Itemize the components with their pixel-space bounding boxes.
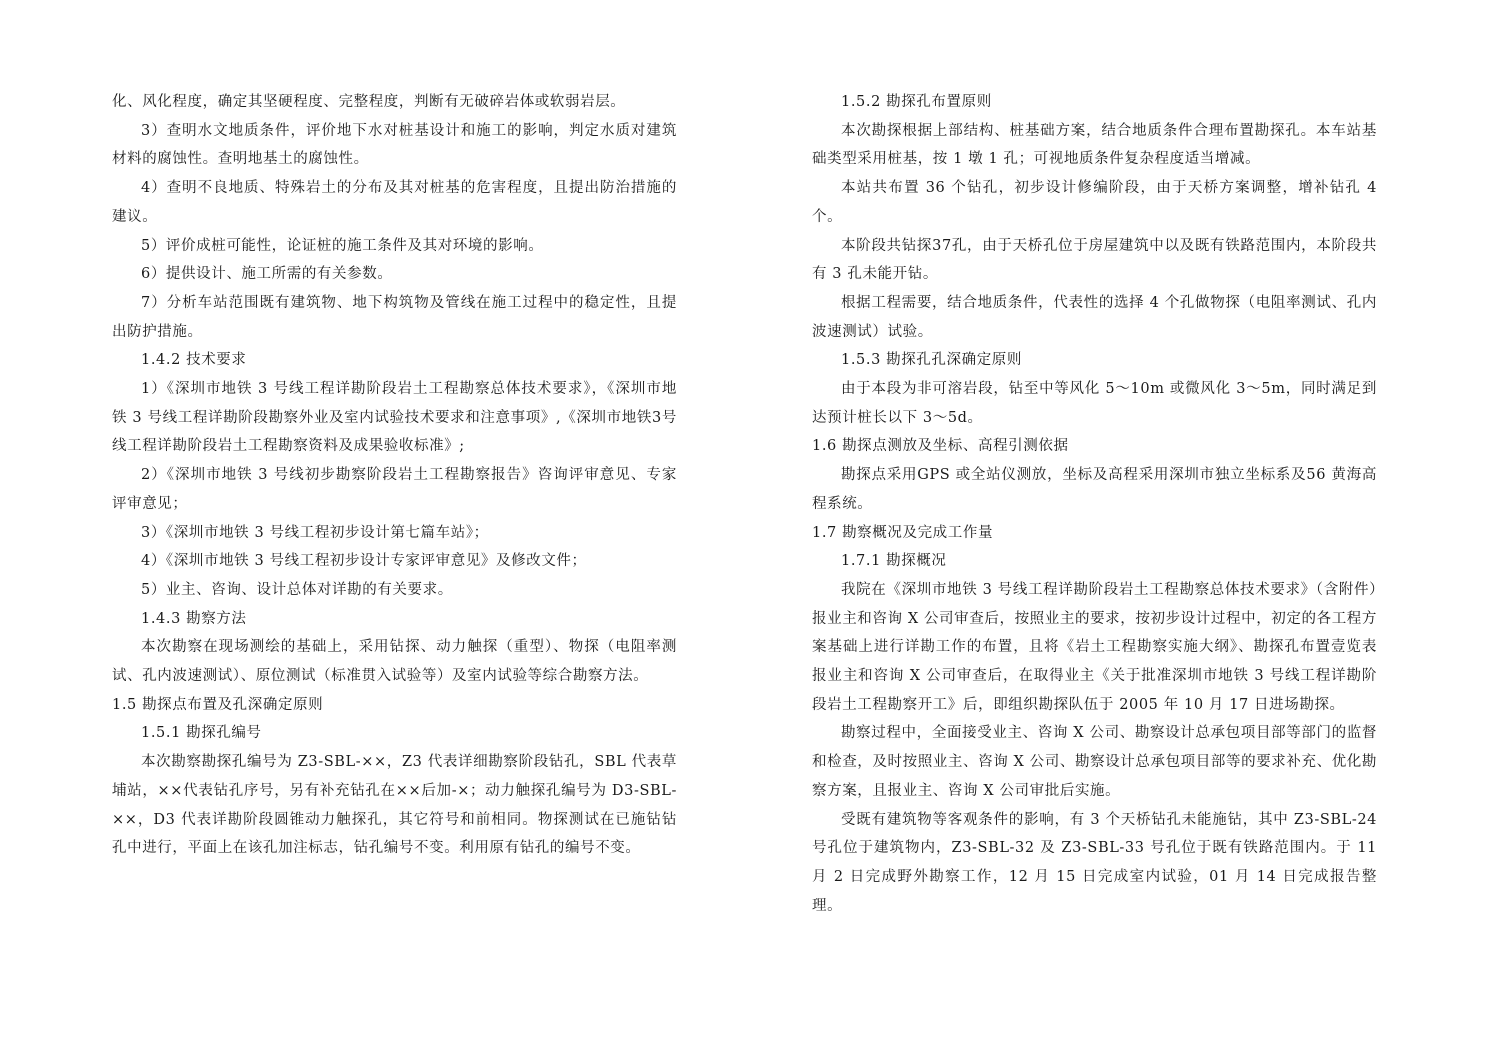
paragraph: 3）《深圳市地铁 3 号线工程初步设计第七篇车站》； (141, 524, 489, 541)
paragraph: 4）查明不良地质、特殊岩土的分布及其对桩基的危害程度，且提出防治措施的建议。 (112, 180, 677, 225)
section-subheading: 1.5.2 勘探孔布置原则 (841, 94, 992, 110)
right-column (812, 88, 1377, 920)
paragraph: 4）《深圳市地铁 3 号线工程初步设计专家评审意见》及修改文件； (141, 553, 587, 570)
section-heading: 1.5 勘探点布置及孔深确定原则 (112, 696, 324, 713)
paragraph: 由于本段为非可溶岩段，钻至中等风化 5～10m 或微风化 3～5m，同时满足到达预计桩长以下 3～5d。 (812, 381, 1377, 426)
paragraph: 5）评价成桩可能性，论证桩的施工条件及其对环境的影响。 (141, 237, 544, 254)
paragraph: 受既有建筑物等客观条件的影响，有 3 个天桥钻孔未能施钻，其中 Z3-SBL-24 号孔位于建筑物内，Z3-SBL-32 及 Z3-SBL-33 号孔位于既有铁路范围内。于 11 月 2 日完成野外勘察工作，12 月 15 日完成室内试验，01 月 14 日完成报告整理。 (812, 811, 1377, 914)
section-subheading: 1.7.1 勘探概况 (841, 553, 947, 570)
paragraph: 根据工程需要，结合地质条件，代表性的选择 4 个孔做物探（电阻率测试、孔内波速测试）试验。 (812, 294, 1377, 340)
paragraph: 1）《深圳市地铁 3 号线工程详勘阶段岩土工程勘察总体技术要求》，《深圳市地铁 3 号线工程详勘阶段勘察外业及室内试验技术要求和注意事项》,《深圳市地铁3号线工程详勘阶段岩土工程勘察资料及成果验收标准》; (112, 381, 677, 455)
paragraph: 2）《深圳市地铁 3 号线初步勘察阶段岩土工程勘察报告》咨询评审意见、专家评审意见； (112, 467, 677, 512)
paragraph: 6）提供设计、施工所需的有关参数。 (141, 266, 393, 283)
paragraph: 勘察过程中，全面接受业主、咨询 X 公司、勘察设计总承包项目部等部门的监督和检查，及时按照业主、咨询 X 公司、勘察设计总承包项目部等的要求补充、优化勘察方案，且报业主、咨询 X 公司审批后实施。 (812, 725, 1377, 799)
paragraph: 本站共布置 36 个钻孔，初步设计修编阶段，由于天桥方案调整，增补钻孔 4 个。 (812, 180, 1377, 225)
paragraph: 我院在《深圳市地铁 3 号线工程详勘阶段岩土工程勘察总体技术要求》（含附件）报业主和咨询 X 公司审查后，按照业主的要求，按初步设计过程中，初定的各工程方案基础上进行详勘工作的布置，且将《岩土工程勘察实施大纲》、勘探孔布置壹览表报业主和咨询 X 公司审查后，在取得业主《关于批准深圳市地铁 3 号线工程详勘阶段岩土工程勘察开工》后，即组织勘探队伍于 2005 年 10 月 17 日进场勘探。 (812, 581, 1377, 713)
paragraph: 本次勘察勘探孔编号为 Z3-SBL-××，Z3 代表详细勘察阶段钻孔，SBL 代表草埔站，××代表钻孔序号，另有补充钻孔在××后加-×；动力触探孔编号为 D3-SBL-××，D3 代表详勘阶段圆锥动力触探孔，其它符号和前相同。物探测试在已施钻钻孔中进行，平面上在该孔加注标志，钻孔编号不变。利用原有钻孔的编号不变。 (112, 754, 677, 857)
paragraph: 本阶段共钻探37孔，由于天桥孔位于房屋建筑中以及既有铁路范围内，本阶段共有 3 孔未能开钻。 (812, 237, 1377, 283)
paragraph: 勘探点采用GPS 或全站仪测放，坐标及高程采用深圳市独立坐标系及56 黄海高程系统。 (812, 467, 1377, 512)
section-subheading: 1.5.1 勘探孔编号 (141, 725, 262, 742)
section-subheading: 1.4.2 技术要求 (141, 352, 247, 369)
paragraph: 7）分析车站范围既有建筑物、地下构筑物及管线在施工过程中的稳定性，且提出防护措施。 (112, 294, 677, 340)
paragraph: 本次勘探根据上部结构、桩基础方案，结合地质条件合理布置勘探孔。本车站基础类型采用桩基，按 1 墩 1 孔；可视地质条件复杂程度适当增减。 (812, 122, 1377, 168)
paragraph: 本次勘察在现场测绘的基础上，采用钻探、动力触探（重型）、物探（电阻率测试、孔内波速测试）、原位测试（标准贯入试验等）及室内试验等综合勘察方法。 (112, 639, 677, 685)
section-heading: 1.7 勘察概况及完成工作量 (812, 524, 994, 541)
paragraph: 5）业主、咨询、设计总体对详勘的有关要求。 (141, 581, 453, 598)
left-column (112, 88, 677, 863)
section-subheading: 1.5.3 勘探孔孔深确定原则 (841, 352, 1023, 369)
paragraph: 化、风化程度，确定其坚硬程度、完整程度，判断有无破碎岩体或软弱岩层。 (112, 94, 626, 110)
section-subheading: 1.4.3 勘察方法 (141, 610, 247, 627)
section-heading: 1.6 勘探点测放及坐标、高程引测依据 (812, 438, 1069, 455)
paragraph: 3）查明水文地质条件，评价地下水对桩基设计和施工的影响，判定水质对建筑材料的腐蚀性。查明地基土的腐蚀性。 (112, 122, 677, 168)
